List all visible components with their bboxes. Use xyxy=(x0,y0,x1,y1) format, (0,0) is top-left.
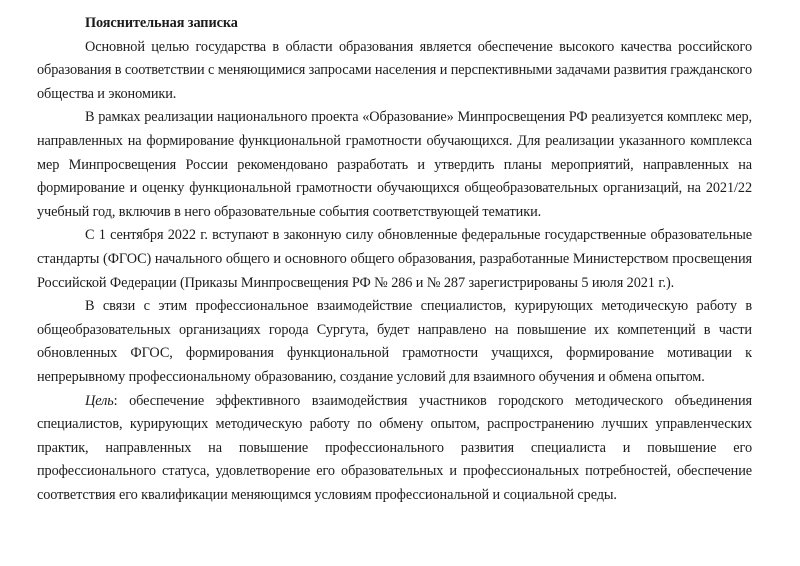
goal-label: Цель xyxy=(85,392,114,409)
document-page xyxy=(37,12,752,507)
paragraph-national-project: В рамках реализации национального проекта «Образование» Минпросвещения РФ реализуется комплекс мер, направленных на формирование функциональной грамотности обучающихся. Для реализации указанного комплекса мер Минпросвещения России рекомендовано разработать и утвердить планы мероприятий, направленных на формирование и оценку функциональной грамотности обучающихся общеобразовательных организаций, на 2021/22 учебный год, включив в него образовательные события соответствующей тематики. xyxy=(37,109,752,220)
paragraph-goal xyxy=(37,390,752,508)
paragraph-main-goal-of-state: Основной целью государства в области образования является обеспечение высокого качества российского образования в соответствии с меняющимися запросами населения и перспективными задачами развития гражданского общества и экономики. xyxy=(37,38,752,102)
goal-text: : обеспечение эффективного взаимодействия участников городского методического объединения специалистов, курирующих методическую работу по обмену опытом, распространению лучших управленческих практик, направленных на повышение профессионального развития специалиста и повышение его профессионального статуса, удовлетворение его образовательных и профессиональных потребностей, обеспечение соответствия его квалификации меняющимся условиям профессиональной и социальной среды. xyxy=(37,392,752,503)
paragraph-fgos-standards: С 1 сентября 2022 г. вступают в законную силу обновленные федеральные государственные образовательные стандарты (ФГОС) начального общего и основного общего образования, разработанные Министерством просвещения Российской Федерации (Приказы Минпросвещения РФ № 286 и № 287 зарегистрированы 5 июля 2021 г.). xyxy=(37,227,752,291)
paragraph-professional-interaction: В связи с этим профессиональное взаимодействие специалистов, курирующих методическую работу в общеобразовательных организациях города Сургута, будет направлено на повышение их компетенций в части обновленных ФГОС, формирования функциональной грамотности учащихся, формирование мотивации к непрерывному профессиональному образованию, создание условий для взаимного обучения и обмена опытом. xyxy=(37,298,752,385)
document-title: Пояснительная записка xyxy=(85,15,238,31)
